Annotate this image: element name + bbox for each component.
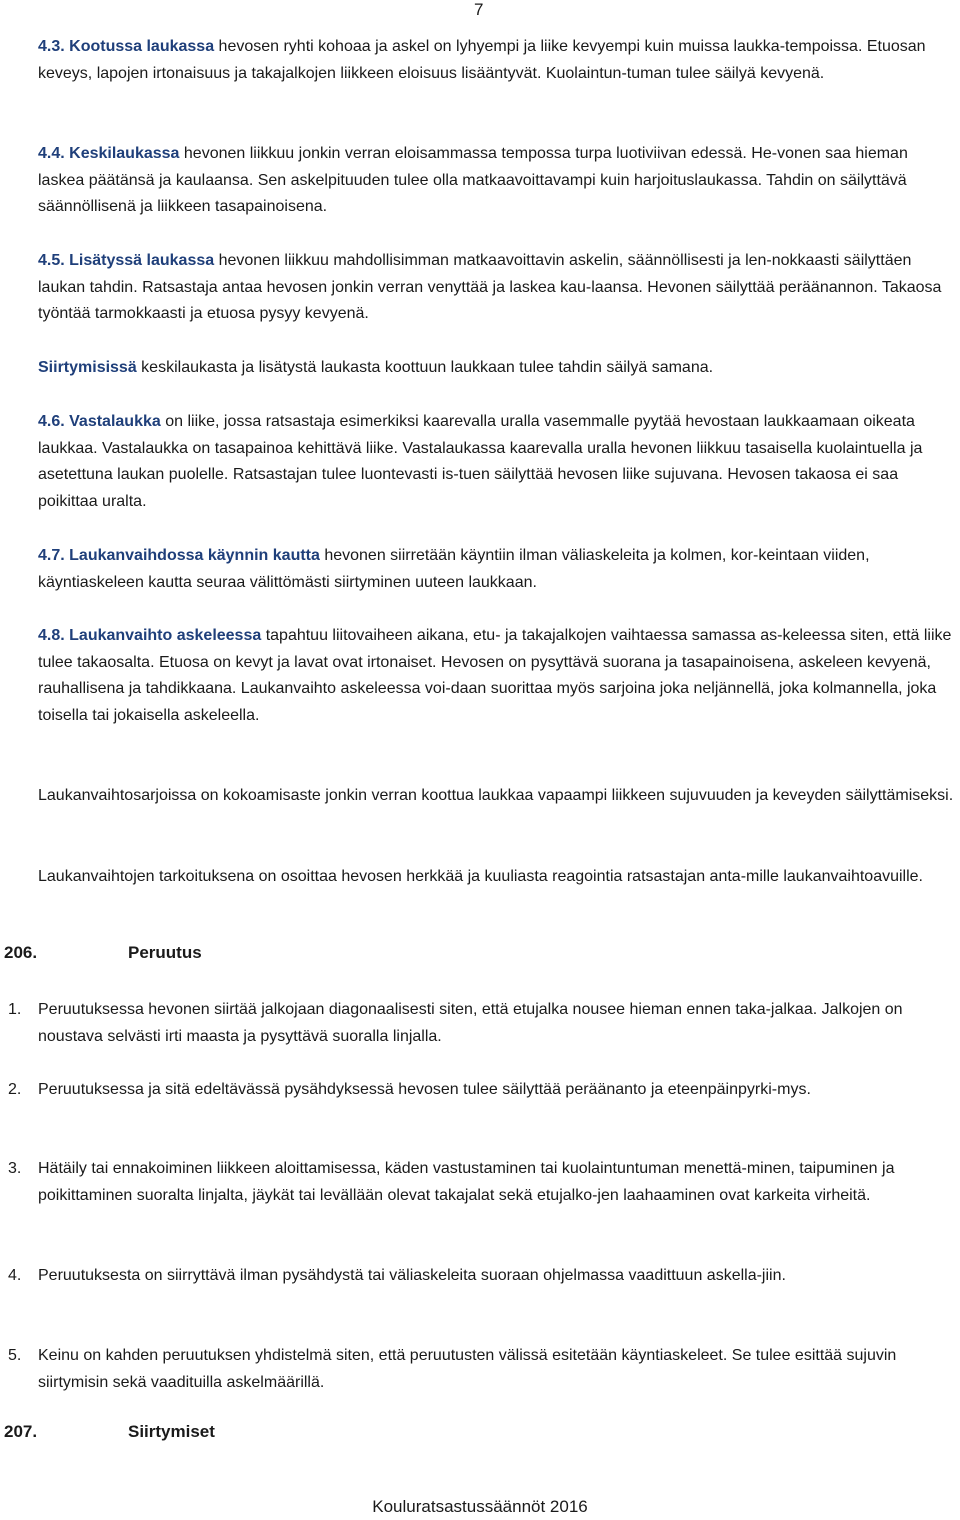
section-4-5 <box>38 248 954 328</box>
list-item-number: 4. <box>8 1267 22 1284</box>
section-text: tapahtuu liitovaiheen aikana, etu- ja takajalkojen vaihtaessa samassa as-keleessa siten, että liike tulee takaosalta. Etuosa on kevyt ja lavat ovat irtonaiset. Hevosen on pysyttävä suorana ja tasapainoisena, askeleen kevyenä, rauhallisena ja tahdikkaana. Laukanvaihto askeleessa voi-daan suorittaa myös sarjoina joka neljännellä, joka kolmannella, joka toisella tai jokaisella askeleella. <box>38 627 952 725</box>
heading-206 <box>4 943 202 963</box>
section-number: 4.3. <box>38 38 65 55</box>
heading-title: Siirtymiset <box>128 1422 215 1441</box>
section-number: 4.6. <box>38 413 65 430</box>
list-item-number: 2. <box>8 1081 22 1098</box>
list-item-number: 5. <box>8 1347 22 1364</box>
section-4-7 <box>38 543 954 596</box>
heading-number: 206. <box>4 943 38 962</box>
list-item-text: Peruutuksessa hevonen siirtää jalkojaan diagonaalisesti siten, että etujalka nousee hieman ennen taka-jalkaa. Jalkojen on noustava selvästi irti maasta ja pysyttävä suoralla linjalla. <box>38 1001 903 1045</box>
section-number: 4.7. <box>38 547 65 564</box>
section-siirtymisissa <box>38 355 954 382</box>
section-text: hevonen siirretään käyntiin ilman väliaskeleita ja kolmen, kor-keintaan viiden, käyntiaskeleen kautta seuraa välittömästi siirtyminen uuteen laukkaan. <box>38 547 870 591</box>
page-number: 7 <box>474 0 484 19</box>
section-number: 4.4. <box>38 145 65 162</box>
section-4-3 <box>38 34 954 87</box>
list-item-text: Peruutuksessa ja sitä edeltävässä pysähdyksessä hevosen tulee säilyttää peräänanto ja eteenpäinpyrki-mys. <box>38 1081 811 1098</box>
section-keyword: Siirtymisissä <box>38 359 137 376</box>
list-item-number: 1. <box>8 1001 22 1018</box>
section-keyword: Laukanvaihdossa käynnin kautta <box>69 547 320 564</box>
section-number: 4.5. <box>38 252 65 269</box>
heading-207 <box>4 1422 215 1442</box>
heading-number: 207. <box>4 1422 38 1441</box>
section-4-6 <box>38 409 954 516</box>
list-item-text: Keinu on kahden peruutuksen yhdistelmä siten, että peruutusten välissä esitetään käyntiaskeleet. Se tulee esittää sujuvin siirtymisin sekä vaadituilla askelmäärillä. <box>38 1347 897 1391</box>
section-keyword: Laukanvaihto askeleessa <box>69 627 262 644</box>
section-number: 4.8. <box>38 627 65 644</box>
paragraph: Laukanvaihtojen tarkoituksena on osoittaa hevosen herkkää ja kuuliasta reagointia ratsastajan anta-mille laukanvaihtoavuille. <box>38 868 923 885</box>
section-text: hevonen liikkuu jonkin verran eloisammassa tempossa turpa luotiviivan edessä. He-vonen saa hieman laskea päätänsä ja kaulaansa. Sen askelpituuden tulee olla matkaavoittavampi kuin harjoituslaukassa. Tahdin on säilyttävä säännöllisenä ja liikkeen tasapainoisena. <box>38 145 908 216</box>
section-4-8 <box>38 623 954 730</box>
section-keyword: Vastalaukka <box>69 413 161 430</box>
list-item-text: Hätäily tai ennakoiminen liikkeen aloittamisessa, käden vastustaminen tai kuolaintuntuman menettä-minen, taipuminen ja poikittaminen suoralta linjalta, jäykät tai levällään olevat takajalat sekä etujalko-jen laahaaminen ovat karkeita virheitä. <box>38 1160 895 1204</box>
section-keyword: Lisätyssä laukassa <box>69 252 215 269</box>
heading-title: Peruutus <box>128 943 202 962</box>
section-text: hevonen liikkuu mahdollisimman matkaavoittavin askelin, säännöllisesti ja len-nokkaasti säilyttäen laukan tahdin. Ratsastaja antaa hevosen jonkin verran venyttää ja laskea kau-laansa. Hevonen säilyttää peräänannon. Takaosa työntää tarmokkaasti ja etuosa pysyy kevyenä. <box>38 252 942 323</box>
list-item-number: 3. <box>8 1160 22 1177</box>
section-text: on liike, jossa ratsastaja esimerkiksi kaarevalla uralla vasemmalle pyytää hevostaan laukkaamaan oikeata laukkaa. Vastalaukka on tasapainoa kehittävä liike. Vastalaukassa kaarevalla uralla hevonen liikkuu tasaisella kuolaintuella ja asetettuna laukan puolelle. Ratsastajan tulee luontevasti is-tuen säilyttää hevosen liike sujuvana. Hevosen takaosa ei saa poikittaa uralta. <box>38 413 923 511</box>
section-4-4 <box>38 141 954 221</box>
footer: Kouluratsastussäännöt 2016 <box>372 1497 588 1516</box>
paragraph: Laukanvaihtosarjoissa on kokoamisaste jonkin verran koottua laukkaa vapaampi liikkeen sujuvuuden ja keveyden säilyttämiseksi. <box>38 787 954 804</box>
list-item-text: Peruutuksesta on siirryttävä ilman pysähdystä tai väliaskeleita suoraan ohjelmassa vaadittuun askella-jiin. <box>38 1267 786 1284</box>
section-text: keskilaukasta ja lisätystä laukasta koottuun laukkaan tulee tahdin säilyä samana. <box>136 359 714 376</box>
section-keyword: Keskilaukassa <box>69 145 180 162</box>
section-text: hevosen ryhti kohoaa ja askel on lyhyempi ja liike kevyempi kuin muissa laukka-tempoissa. Etuosan keveys, lapojen irtonaisuus ja takajalkojen liikkeen eloisuus lisääntyvät. Kuolaintun-tuman tulee säilyä kevyenä. <box>38 38 926 82</box>
section-keyword: Kootussa laukassa <box>69 38 215 55</box>
